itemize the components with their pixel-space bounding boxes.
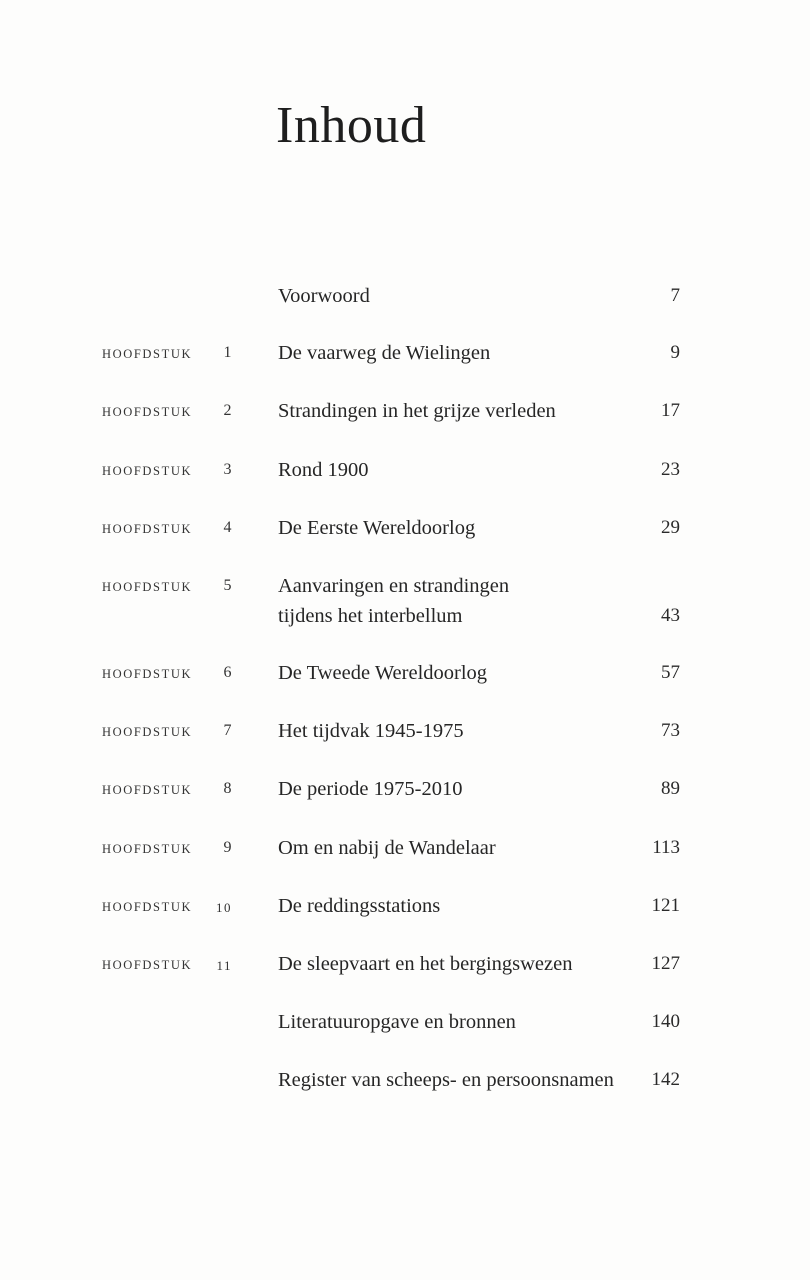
chapter-label (102, 461, 232, 479)
entry-title: De Eerste Wereldoorlog (278, 517, 476, 539)
chapter-number: 4 (223, 519, 232, 536)
chapter-number: 1 (223, 344, 232, 361)
chapter-label (102, 344, 232, 362)
chapter-word: HOOFDSTUK (102, 464, 193, 478)
chapter-label (102, 900, 232, 915)
chapter-label (102, 577, 232, 595)
chapter-number: 2 (223, 402, 232, 419)
chapter-word: HOOFDSTUK (102, 347, 193, 361)
entry-title: De vaarweg de Wielingen (278, 342, 491, 364)
entry-page-number: 57 (661, 662, 680, 683)
entry-page-number: 17 (661, 400, 680, 421)
entry-page-number: 73 (661, 720, 680, 741)
entry-title: De sleepvaart en het bergingswezen (278, 953, 573, 975)
chapter-number: 11 (216, 958, 232, 973)
entry-page-number: 121 (651, 895, 680, 916)
entry-title: Strandingen in het grijze verleden (278, 400, 556, 422)
page-title: Inhoud (276, 97, 427, 154)
entry-page-number: 113 (652, 837, 680, 858)
chapter-word: HOOFDSTUK (102, 783, 193, 797)
chapter-word: HOOFDSTUK (102, 725, 193, 739)
chapter-word: HOOFDSTUK (102, 580, 193, 594)
entry-title: De reddingsstations (278, 895, 441, 917)
chapter-number: 5 (223, 577, 232, 594)
entry-title: Voorwoord (278, 285, 370, 307)
entry-title: Aanvaringen en strandingen tijdens het interbellum (278, 575, 510, 627)
chapter-label (102, 780, 232, 798)
entry-title: Literatuuropgave en bronnen (278, 1011, 516, 1033)
entry-title: De periode 1975-2010 (278, 778, 463, 800)
entry-title: Om en nabij de Wandelaar (278, 837, 496, 859)
chapter-label (102, 839, 232, 857)
entry-page-number: 29 (661, 517, 680, 538)
chapter-word: HOOFDSTUK (102, 842, 193, 856)
chapter-number: 8 (223, 780, 232, 797)
entry-page-number: 23 (661, 459, 680, 480)
chapter-word: HOOFDSTUK (102, 405, 193, 419)
entry-page-number: 140 (651, 1011, 680, 1032)
entry-title: Register van scheeps- en persoonsnamen (278, 1069, 614, 1091)
chapter-label (102, 958, 232, 973)
chapter-word: HOOFDSTUK (102, 522, 193, 536)
chapter-word: HOOFDSTUK (102, 667, 193, 681)
chapter-word: HOOFDSTUK (102, 900, 193, 914)
chapter-label (102, 664, 232, 682)
chapter-label (102, 519, 232, 537)
entry-page-number: 142 (651, 1069, 680, 1090)
entry-title: Het tijdvak 1945-1975 (278, 720, 464, 742)
entry-page-number: 127 (651, 953, 680, 974)
chapter-number: 6 (223, 664, 232, 681)
chapter-number: 3 (223, 461, 232, 478)
chapter-word: HOOFDSTUK (102, 958, 193, 972)
entry-title: Rond 1900 (278, 459, 369, 481)
chapter-number: 10 (216, 900, 232, 915)
entry-page-number: 43 (661, 605, 680, 626)
chapter-number: 9 (223, 839, 232, 856)
chapter-label (102, 402, 232, 420)
entry-page-number: 89 (661, 778, 680, 799)
chapter-number: 7 (223, 722, 232, 739)
entry-title: De Tweede Wereldoorlog (278, 662, 488, 684)
entry-page-number: 7 (670, 285, 680, 306)
entry-page-number: 9 (670, 342, 680, 363)
chapter-label (102, 722, 232, 740)
